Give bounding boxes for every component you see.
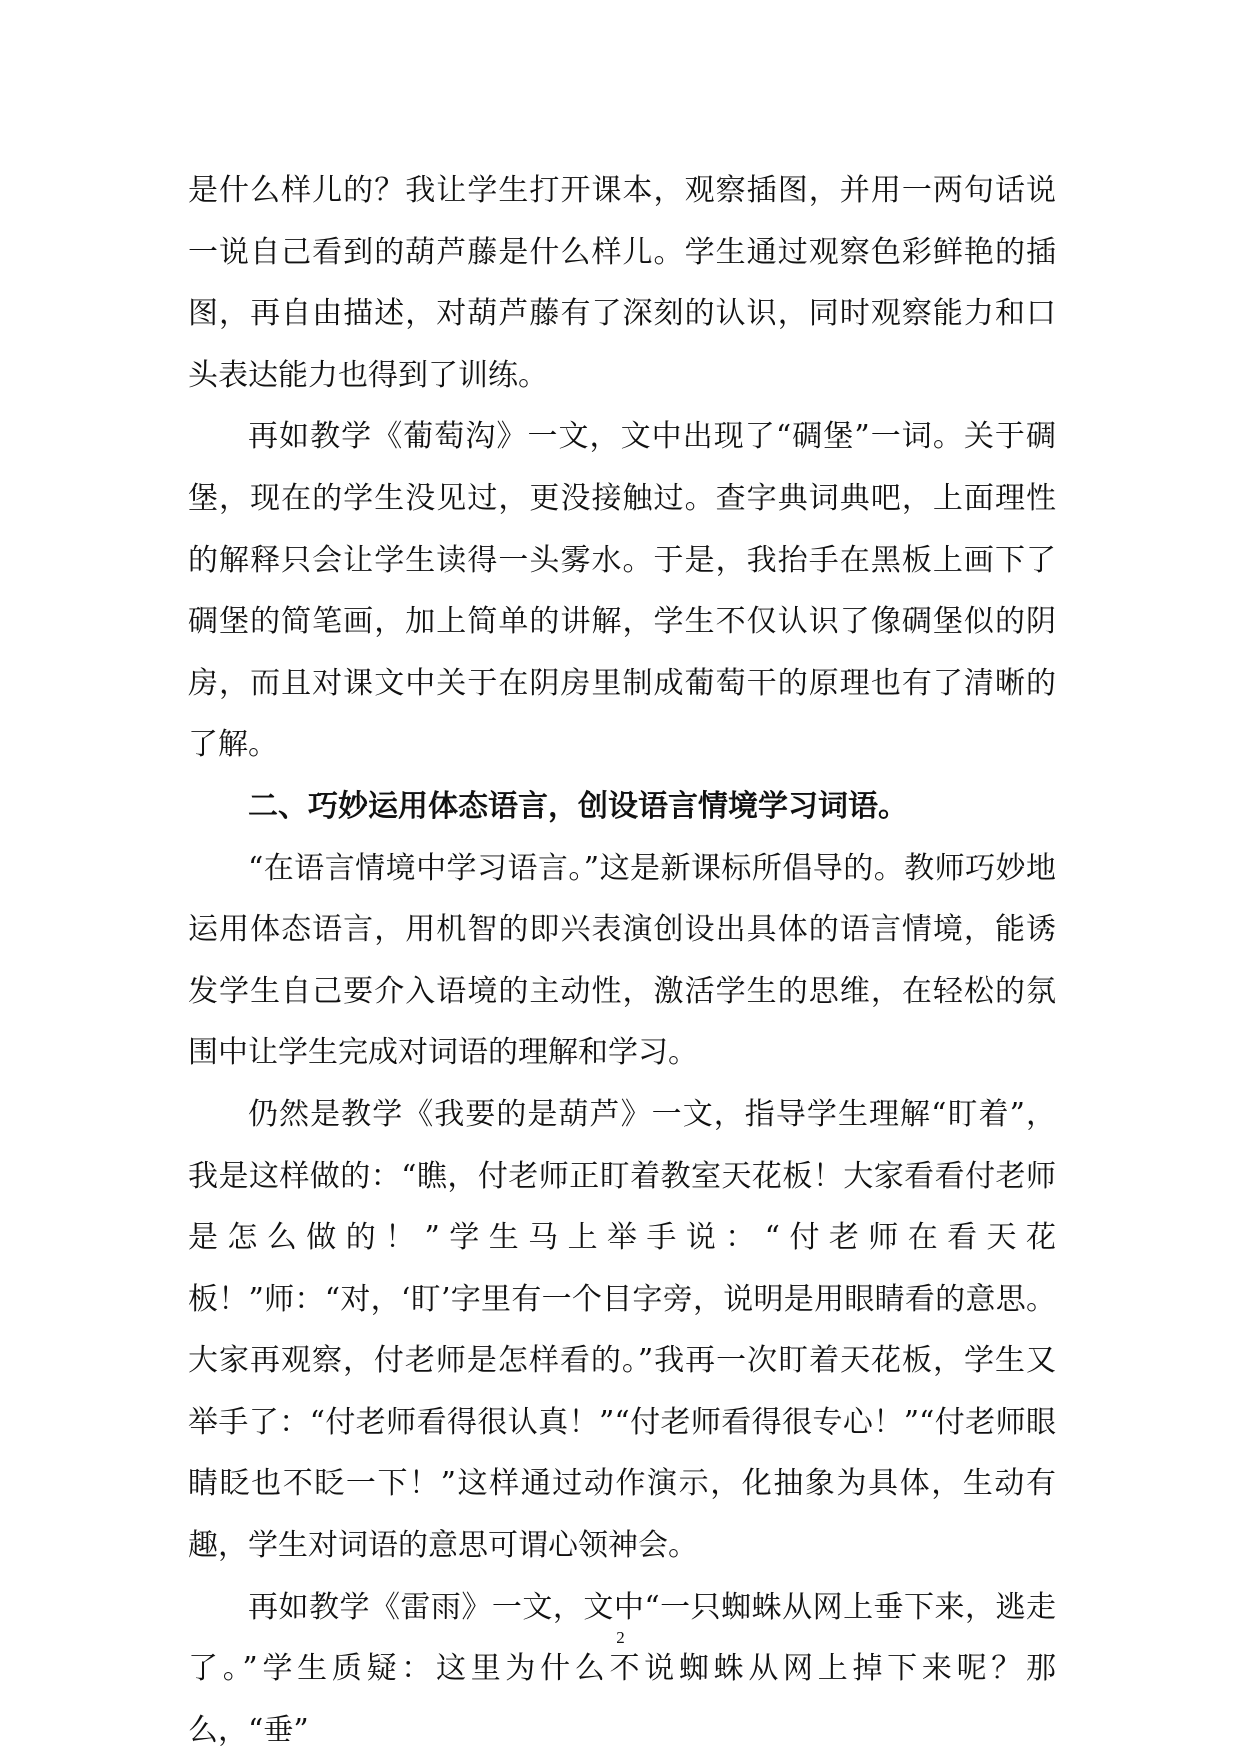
- page-number: 2: [616, 1628, 625, 1647]
- section-heading: 二、巧妙运用体态语言，创设语言情境学习词语。: [248, 788, 908, 824]
- paragraph-language-context: “在语言情境中学习语言。”这是新课标所倡导的。教师巧妙地运用体态语言，用机智的即兴表演创设出具体的语言情境，能诱发学生自己要介入语境的主动性，激活学生的思维，在轻松的氛围中让学生完成对词语的理解和学习。: [188, 850, 1056, 1071]
- paragraph-dingzhe: 仍然是教学《我要的是葫芦》一文，指导学生理解“盯着”，我是这样做的：“瞧，付老师正盯着教室天花板！大家看看付老师是怎么做的！”学生马上举手说：“付老师在看天花板！”师：“对，‘盯’字里有一个目字旁，说明是用眼睛看的意思。大家再观察，付老师是怎样看的。”我再一次盯着天花板，学生又举手了：“付老师看得很认真！”“付老师看得很专心！”“付老师眼睛眨也不眨一下！”这样通过动作演示，化抽象为具体，生动有趣，学生对词语的意思可谓心领神会。: [188, 1096, 1056, 1564]
- paragraph-diaobao: 再如教学《葡萄沟》一文，文中出现了“碉堡”一词。关于碉堡，现在的学生没见过，更没接触过。查字典词典吧，上面理性的解释只会让学生读得一头雾水。于是，我抬手在黑板上画下了碉堡的简笔画，加上简单的讲解，学生不仅认识了像碉堡似的阴房，而且对课文中关于在阴房里制成葡萄干的原理也有了清晰的了解。: [188, 419, 1056, 763]
- paragraph-leiyu: 再如教学《雷雨》一文，文中“一只蜘蛛从网上垂下来，逃走了。”学生质疑：这里为什么不说蜘蛛从网上掉下来呢？那么，“垂”: [188, 1589, 1056, 1748]
- document-body: [188, 160, 1056, 1761]
- paragraph-continuation: 是什么样儿的？我让学生打开课本，观察插图，并用一两句话说一说自己看到的葫芦藤是什么样儿。学生通过观察色彩鲜艳的插图，再自由描述，对葫芦藤有了深刻的认识，同时观察能力和口头表达能力也得到了训练。: [188, 173, 1056, 393]
